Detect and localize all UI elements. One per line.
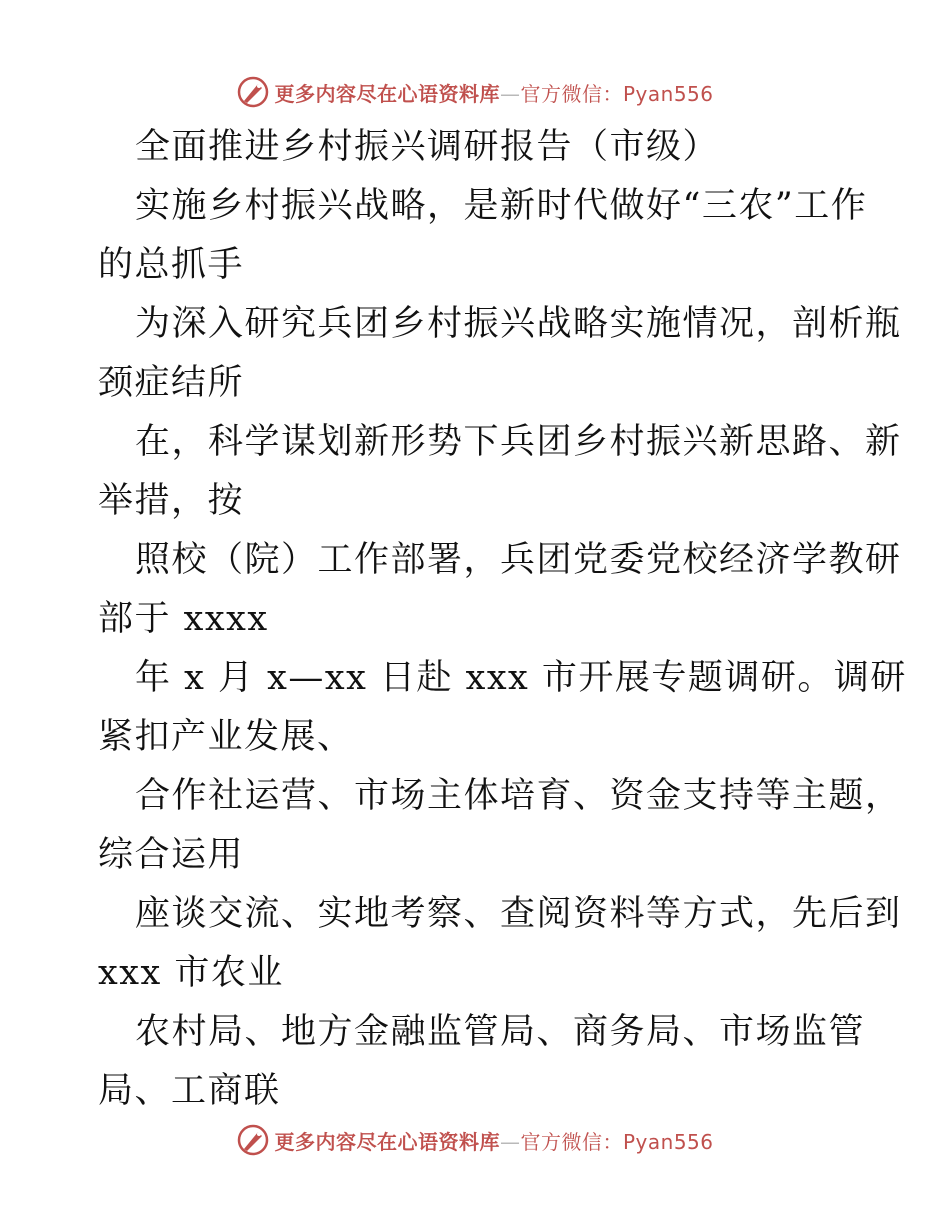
- document-body: [98, 118, 907, 1121]
- bottom-watermark: [0, 1120, 950, 1160]
- paragraph-line: 为深入研究兵团乡村振兴战略实施情况，剖析瓶: [135, 304, 902, 344]
- document-title: 全面推进乡村振兴调研报告（市级）: [135, 127, 720, 167]
- paragraph-line: 实施乡村振兴战略，是新时代做好“三农”工作: [135, 186, 868, 226]
- watermark-site: 更多内容尽在心语资料库: [274, 1129, 500, 1154]
- pen-nib-logo-icon: [236, 1123, 270, 1157]
- paragraph-line: 紧扣产业发展、: [98, 717, 354, 757]
- top-watermark: [0, 72, 950, 112]
- pen-nib-logo-icon: [236, 75, 270, 109]
- paragraph-line: 的总抓手: [98, 245, 245, 285]
- paragraph-line: 年 x 月 x—xx 日赴 xxx 市开展专题调研。调研: [135, 658, 907, 698]
- watermark-wechat-id: Pyan556: [622, 1129, 714, 1154]
- watermark-wechat-label: 官方微信：: [520, 81, 623, 106]
- paragraph-line: 座谈交流、实地考察、查阅资料等方式，先后到: [135, 894, 902, 934]
- watermark-wechat-id: Pyan556: [622, 81, 714, 106]
- paragraph-line: 部于 xxxx: [98, 599, 269, 639]
- paragraph-line: 综合运用: [98, 835, 245, 875]
- watermark-dash: —: [499, 81, 521, 106]
- paragraph-line: 合作社运营、市场主体培育、资金支持等主题，: [135, 776, 902, 816]
- paragraph-line: 照校（院）工作部署，兵团党委党校经济学教研: [135, 540, 902, 580]
- paragraph-line: 农村局、地方金融监管局、商务局、市场监管: [135, 1012, 866, 1052]
- paragraph-line: 举措，按: [98, 481, 245, 521]
- paragraph-line: 在，科学谋划新形势下兵团乡村振兴新思路、新: [135, 422, 902, 462]
- watermark-site: 更多内容尽在心语资料库: [274, 81, 500, 106]
- watermark-wechat-label: 官方微信：: [520, 1129, 623, 1154]
- paragraph-line: 颈症结所: [98, 363, 245, 403]
- paragraph-line: 局、工商联: [98, 1071, 281, 1111]
- watermark-dash: —: [499, 1129, 521, 1154]
- paragraph-line: xxx 市农业: [98, 953, 284, 993]
